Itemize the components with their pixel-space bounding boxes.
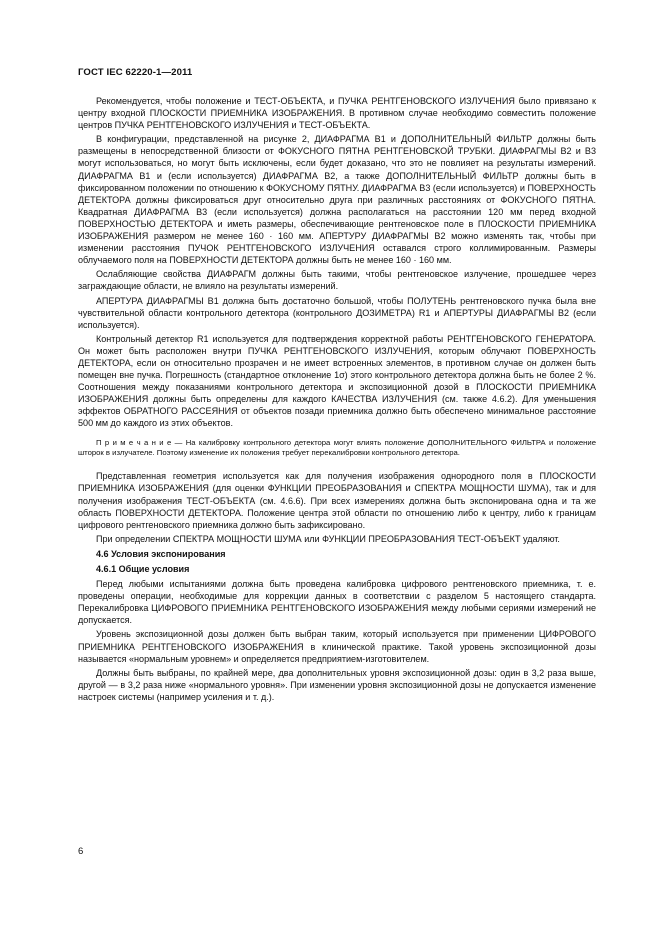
standard-header: ГОСТ IEC 62220-1—2011 <box>78 67 193 78</box>
paragraph: Рекомендуется, чтобы положение и ТЕСТ-ОБЪЕКТА, и ПУЧКА РЕНТГЕНОВСКОГО ИЗЛУЧЕНИЯ было привязано к центру входной ПЛОСКОСТИ ПРИЕМНИКА ИЗОБРАЖЕНИЯ. В противном случае необходимо совместить положение центров ПУЧКА РЕНТГЕНОВСКОГО ИЗЛУЧЕНИЯ и ТЕСТ-ОБЪЕКТА. <box>78 96 596 131</box>
paragraph: АПЕРТУРА ДИАФРАГМЫ В1 должна быть достаточно большой, чтобы ПОЛУТЕНЬ рентгеновского пучка была вне чувствительной области контрольного детектора (контрольного ДОЗИМЕТРА) R1 и АПЕРТУРЫ ДИАФРАГМЫ В2 (если используется). <box>78 295 596 330</box>
section-heading <box>96 548 596 560</box>
note-label: П р и м е ч а н и е — <box>96 437 183 447</box>
paragraph: Представленная геометрия используется как для получения изображения однородного поля в ПЛОСКОСТИ ПРИЕМНИКА ИЗОБРАЖЕНИЯ (для оценки ФУНКЦИИ ПРЕОБРАЗОВАНИЯ и СПЕКТРА МОЩНОСТИ ШУМА), так и для получения изображения ТЕСТ-ОБЪЕКТА (см. 4.6.6). При всех измерениях должна быть экспонирована одна и та же область ПОВЕРХНОСТИ ДЕТЕКТОРА. Положение центра этой области по отношению либо к центру, либо к границам цифрового рентгеновского приемника должно быть зафиксировано. <box>78 471 596 530</box>
subsection-title: Общие условия <box>118 564 190 574</box>
paragraph: Контрольный детектор R1 используется для подтверждения корректной работы РЕНТГЕНОВСКОГО ГЕНЕРАТОРА. Он может быть расположен внутри ПУЧКА РЕНТГЕНОВСКОГО ИЗЛУЧЕНИЯ, которым облучают ПОВЕРХНОСТЬ ДЕТЕКТОРА, если он относительно прозрачен и не имеет встроенных элементов, в противном случае он должен быть помещен вне пучка. Погрешность (стандартное отклонение 1σ) этого контрольного детектора должна быть не более 2 %. Соотношения между показаниями контрольного детектора и экспозиционной дозой в ПЛОСКОСТИ ПРИЕМНИКА ИЗОБРАЖЕНИЯ должны быть определены для каждого КАЧЕСТВА ИЗЛУЧЕНИЯ (см. также 4.6.2). Для уменьшения эффектов ОБРАТНОГО РАССЕЯНИЯ от объектов позади приемника должно быть обеспечено минимальное расстояние 500 мм до каждого из этих объектов. <box>78 333 596 429</box>
section-number: 4.6 <box>96 548 109 559</box>
note <box>78 438 596 459</box>
page-number: 6 <box>78 846 84 857</box>
body-text <box>78 95 596 705</box>
note-text: На калибровку контрольного детектора могут влиять положение ДОПОЛНИТЕЛЬНОГО ФИЛЬТРА и положение шторок в излучателе. Поэтому изменение их положения требует перекалибровки контрольного детектора. <box>78 437 596 457</box>
paragraph: Ослабляющие свойства ДИАФРАГМ должны быть такими, чтобы рентгеновское излучение, прошедшее через заграждающие области, не влияло на результаты измерений. <box>78 269 596 292</box>
paragraph: В конфигурации, представленной на рисунке 2, ДИАФРАГМА В1 и ДОПОЛНИТЕЛЬНЫЙ ФИЛЬТР должны быть размещены в непосредственной близости от ФОКУСНОГО ПЯТНА РЕНТГЕНОВСКОЙ ТРУБКИ. ДИАФРАГМЫ В2 и В3 могут использоваться, но могут быть исключены, если будет доказано, что это не повлияет на результаты измерений. ДИАФРАГМА В1 и (если используется) ДИАФРАГМА В2, а также ДОПОЛНИТЕЛЬНЫЙ ФИЛЬТР должны быть в фиксированном положении по отношению к ФОКУСНОМУ ПЯТНУ. ДИАФРАГМА В3 (если используется) и ПОВЕРХНОСТЬ ДЕТЕКТОРА должны фиксироваться друг относительно друга при различных расстояниях от ФОКУСНОГО ПЯТНА. Квадратная ДИАФРАГМА В3 (если используется) должна располагаться на расстоянии 120 мм перед входной ПОВЕРХНОСТЬЮ ДЕТЕКТОРА и иметь размеры, обеспечивающие рентгеновское поле в ПЛОСКОСТИ ПРИЕМНИКА ИЗОБРАЖЕНИЯ размером не менее 160 · 160 мм. АПЕРТУРУ ДИАФРАГМЫ В2 можно изменять так, чтобы при изменении расстояния ПУЧОК РЕНТГЕНОВСКОГО ИЗЛУЧЕНИЯ оставался строго коллимированным. Размеры облучаемого поля на ПОВЕРХНОСТИ ДЕТЕКТОРА должны быть не менее 160 · 160 мм. <box>78 134 596 266</box>
paragraph: Перед любыми испытаниями должна быть проведена калибровка цифрового рентгеновского приемника, т. е. проведены операции, необходимые для коррекции данных в соответствии с разделом 5 настоящего стандарта. Перекалибровка ЦИФРОВОГО ПРИЕМНИКА РЕНТГЕНОВСКОГО ИЗОБРАЖЕНИЯ между любыми сериями измерений не допускается. <box>78 579 596 626</box>
paragraph: При определении СПЕКТРА МОЩНОСТИ ШУМА или ФУНКЦИИ ПРЕОБРАЗОВАНИЯ ТЕСТ-ОБЪЕКТ удаляют. <box>96 533 560 544</box>
paragraph: Должны быть выбраны, по крайней мере, два дополнительных уровня экспозиционной дозы: один в 3,2 раза выше, другой — в 3,2 раза ниже «нормального уровня». При изменении уровня экспозиционной дозы не допускается изменение настроек системы (например усиления и т. д.). <box>78 667 596 702</box>
paragraph: Уровень экспозиционной дозы должен быть выбран таким, который используется при применении ЦИФРОВОГО ПРИЕМНИКА РЕНТГЕНОВСКОГО ИЗОБРАЖЕНИЯ в клинической практике. Такой уровень экспозиционной дозы называется «нормальным уровнем» и определяется предприятием-изготовителем. <box>78 629 596 664</box>
subsection-heading <box>96 563 596 575</box>
subsection-number: 4.6.1 <box>96 564 117 574</box>
section-title: Условия экспонирования <box>111 548 226 559</box>
